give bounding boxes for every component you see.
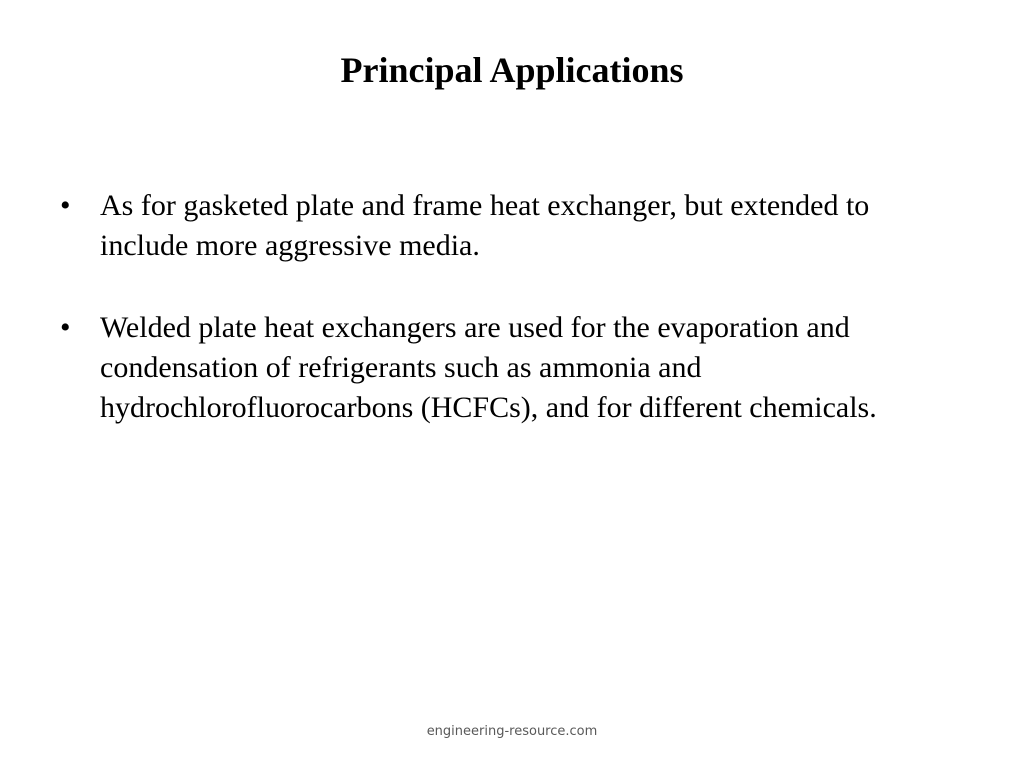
footer-source: engineering-resource.com [426, 724, 598, 739]
bullet-item [60, 186, 960, 266]
bullet-text: Welded plate heat exchangers are used for the evaporation and condensation of refrigerants such as ammonia and hydrochlorofluorocarbons (HCFCs), and for different chemicals. [100, 311, 877, 424]
bullet-text: As for gasketed plate and frame heat exchanger, but extended to include more aggressive media. [100, 189, 870, 262]
bullet-icon: • [60, 189, 71, 222]
slide-title: Principal Applications [340, 50, 684, 90]
bullet-list [60, 186, 960, 470]
bullet-item [60, 308, 960, 428]
bullet-icon: • [60, 311, 71, 344]
